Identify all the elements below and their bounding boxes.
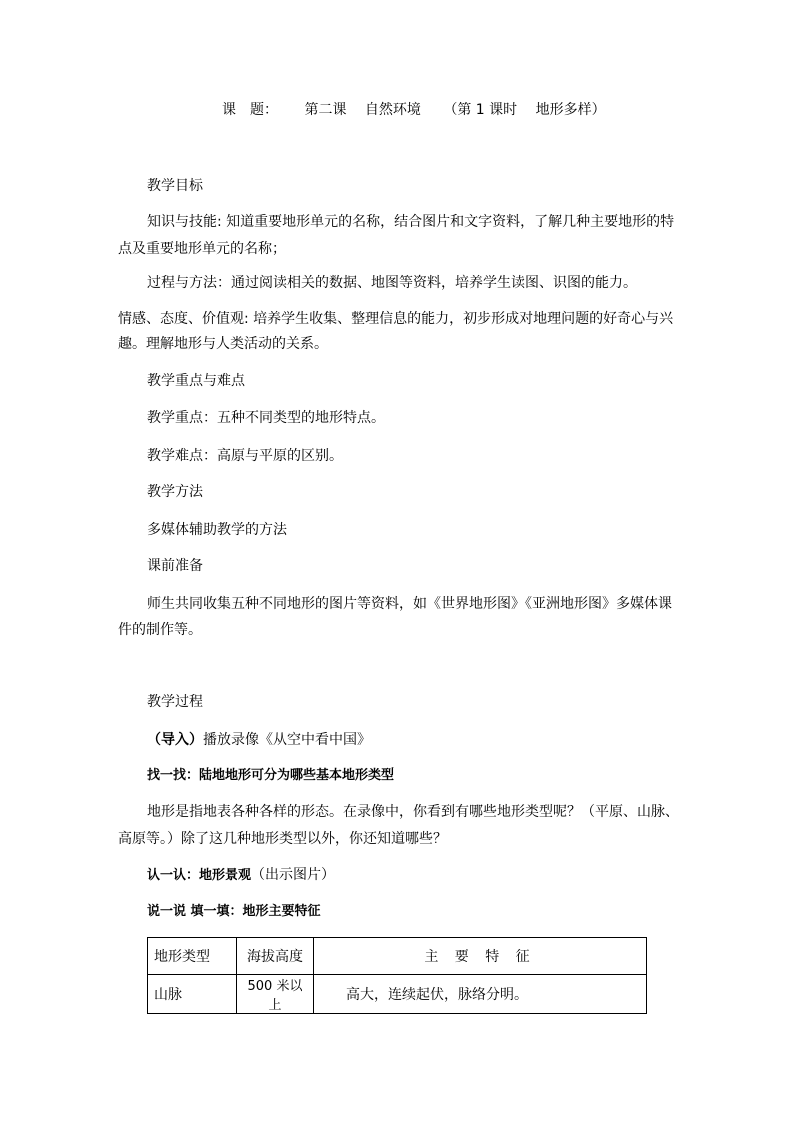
recognize-label: 认一认：地形景观: [147, 868, 252, 883]
table-header-row: [148, 938, 647, 975]
difficult-point: 教学难点：高原与平原的区别。: [147, 448, 343, 464]
intro-label: （导入）: [147, 732, 203, 748]
cell-altitude: 500 米以上: [237, 975, 314, 1014]
goal-emotion-line1: 情感、态度、价值观: 培养学生收集、整理信息的能力，初步形成对地理问题的好奇心与兴: [118, 311, 674, 327]
goal-emotion-line2: 趣。理解地形与人类活动的关系。: [118, 336, 328, 352]
intro-text: 播放录像《从空中看中国》: [203, 732, 371, 748]
prep-heading: 课前准备: [147, 558, 203, 574]
key-heading: 教学重点与难点: [147, 373, 245, 389]
header-features: 主 要 特 征: [314, 938, 647, 975]
find-heading: 找一找：陆地地形可分为哪些基本地形类型: [147, 768, 395, 783]
intro-line: [147, 730, 371, 750]
method-heading: 教学方法: [147, 484, 203, 500]
goal-process: 过程与方法：通过阅读相关的数据、地图等资料，培养学生读图、识图的能力。: [147, 275, 637, 291]
title-label: 课 题：: [222, 102, 278, 118]
title-lesson: 第二课 自然环境: [304, 102, 421, 118]
cell-terrain-type: 山脉: [148, 975, 237, 1014]
para-line1: 地形是指地表各种各样的形态。在录像中，你看到有哪些地形类型呢？（平原、山脉、: [147, 804, 679, 820]
prep-text-line1: 师生共同收集五种不同地形的图片等资料，如《世界地形图》《亚洲地形图》多媒体课: [147, 596, 672, 612]
method-text: 多媒体辅助教学的方法: [147, 522, 287, 538]
goal-knowledge-line1: 知识与技能: 知道重要地形单元的名称，结合图片和文字资料，了解几种主要地形的特: [147, 214, 675, 230]
goal-knowledge-line2: 点及重要地形单元的名称；: [118, 241, 286, 257]
table-row: [148, 975, 647, 1014]
header-altitude: 海拔高度: [237, 938, 314, 975]
recognize-line: [147, 865, 335, 886]
title-period: （第 1 课时 地形多样）: [443, 102, 606, 118]
goals-heading: 教学目标: [147, 178, 203, 194]
header-terrain-type: 地形类型: [148, 938, 237, 975]
prep-text-line2: 件的制作等。: [118, 622, 202, 638]
process-heading: 教学过程: [147, 694, 203, 710]
page-title: [222, 99, 606, 119]
para-line2: 高原等。）除了这几种地形类型以外，你还知道哪些？: [118, 831, 447, 847]
terrain-table: [147, 937, 647, 1014]
key-point: 教学重点：五种不同类型的地形特点。: [147, 410, 385, 426]
recognize-note: （出示图片）: [251, 867, 336, 883]
cell-features: 高大，连续起伏，脉络分明。: [314, 975, 647, 1014]
fill-heading: 说一说 填一填：地形主要特征: [147, 904, 321, 919]
